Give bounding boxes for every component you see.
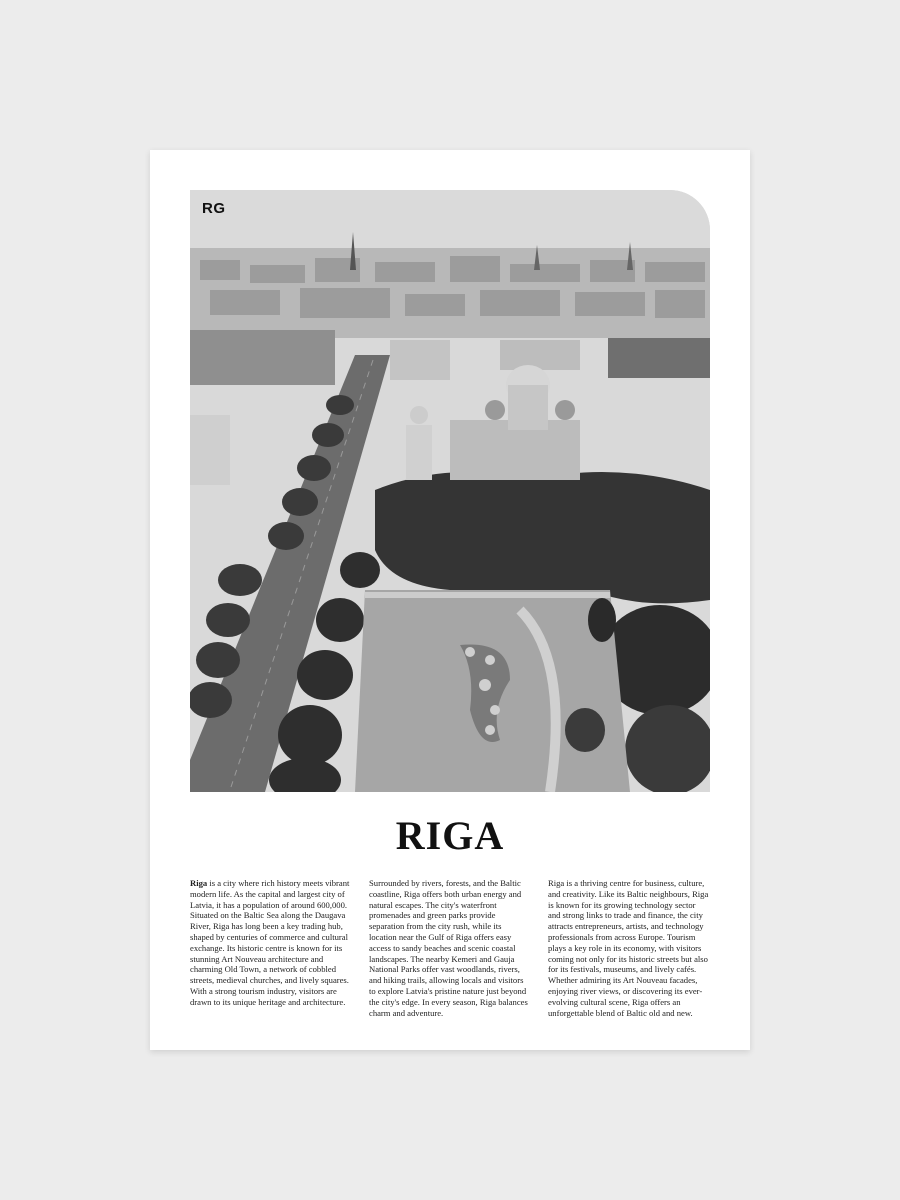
text-column-3	[548, 878, 710, 1018]
city-aerial-photo	[190, 190, 710, 792]
column-lead: Riga	[190, 878, 208, 888]
column-text: is a city where rich history meets vibrant modern life. As the capital and largest city of Latvia, it has a population of around 600,000. Situated on the Baltic Sea along the Daugava River, Riga has long been a key trading hub, shaped by centuries of commerce and cultural exchange. Its historic centre is known for its stunning Art Nouveau architecture and charming Old Town, a network of cobbled streets, medieval churches, and lively squares. With a strong tourism industry, visitors are drawn to its unique heritage and architecture.	[190, 878, 350, 1007]
text-column-1	[190, 878, 352, 1018]
city-code-badge: RG	[202, 200, 226, 217]
column-text: Surrounded by rivers, forests, and the Baltic coastline, Riga offers both urban energy and natural escapes. The city's waterfront promenades and green parks provide separation from the city rush, while its location near the Gulf of Riga offers easy access to sandy beaches and scenic coastal landscapes. The nearby Kemeri and Gauja National Parks offer vast woodlands, rivers, and hiking trails, allowing locals and visitors to explore Latvia's pristine nature just beyond the city's edge. In every season, Riga balances charm and adventure.	[369, 878, 528, 1018]
page-title: RIGA	[395, 813, 505, 858]
poster	[150, 150, 750, 1050]
aerial-illustration	[190, 190, 710, 792]
text-columns	[190, 878, 710, 1018]
column-text: Riga is a thriving centre for business, culture, and creativity. Like its Baltic neighbours, Riga is known for its growing technology sector and strong links to trade and finance, the city attracts entrepreneurs, artists, and technology professionals from across Europe. Tourism plays a key role in its economy, with visitors coming not only for its historic streets but also for its festivals, museums, and lively cafés. Whether admiring its Art Nouveau facades, enjoying river views, or discovering its ever-evolving cultural scene, Riga offers an unforgettable blend of Baltic old and new.	[548, 878, 709, 1018]
text-column-2	[369, 878, 531, 1018]
